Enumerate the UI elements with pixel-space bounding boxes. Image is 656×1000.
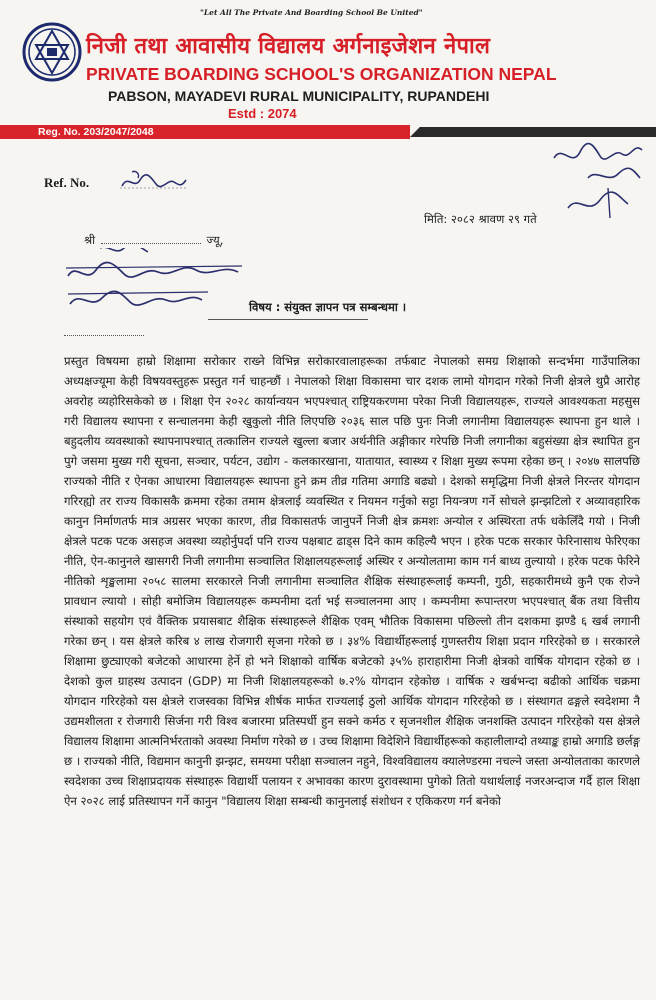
body-paragraph: प्रस्तुत विषयमा हाम्रो शिक्षामा सरोकार राख्ने विभिन्न सरोकारवालाहरूका तर्फबाट नेपालको समग्र शिक्षाको सन्दर्भमा गाउँपालिका अध्यक्षज्यूमा केही विषयवस्तुहरू प्रस्तुत गर्न चाहन्छौं । नेपालको शिक्षा विकासमा चार दशक लामो योगदान गरेको निजी क्षेत्रले थुप्रै आरोह अवरोह व्यहोरिसकेको छ । शिक्षा ऐन २०२८ कार्यान्वयन भएपश्चात् राष्ट्रियकरणमा परेका निजी विद्यालयहरू, राज्यले आवश्यकता महसुस गरी विद्यालय स्थापना र सन्चालनमा केही खुकुलो नीति लिएपछि २०३६ साल पछि पुनः निजी लगानीमा विद्यालयहरू स्थापना हुन थाले । बहुदलीय व्यवस्थाको स्थापनापश्चात् तत्कालिन राज्यले खुल्ला बजार अर्थनीति अङ्गीकार गरेपछि निजी लगानीका बहुसंख्या क्षेत्र स्थापित हुन पुगे जसमा मुख्य गरी सूचना, सञ्चार, पर्यटन, उद्योग - कलकारखाना, यातायात, स्वास्थ्य र शिक्षा मुख्य रूपमा रहेका छन् । २०४७ सालपछि राज्यको नीति र ऐनका आधारमा विद्यालयहरू स्थापना हुने क्रम तीव्र गतिमा अगाडि बढ्यो । देशको समृद्धिमा निजी क्षेत्रले निरन्तर योगदान गरिरह्यो तर राज्य विकासकै क्रममा रहेका तमाम क्षेत्रलाई व्यवस्थित र नियमन गर्नुको सट्टा नियन्त्रण गर्ने सोचले झन्झटिलो र अव्यावहारिक कानुन निर्माणतर्फ मात्र अग्रसर भएका कारण, तीव्र विकासतर्फ जानुपर्ने निजी क्षेत्र क्रमशः अन्योल र अस्थिरता तर्फ धकेलिँदै गयो । निजी क्षेत्रले पटक पटक असहज अवस्था व्यहोर्नुपर्दा पनि राज्य पक्षबाट ढाड्स दिने काम कहिल्यै भएन । हरेक पटक सरकार फेरिनासाथ फेरिएका नीति, ऐन-कानुनले खासगरी निजी लगानीमा सञ्चालित शिक्षालयहरूलाई अस्थिर र अन्योलतामा काम गर्न बाध्य तुल्यायो । हरेक पटक फेरिने नीतिको शृङ्खलामा २०५८ सालमा सरकारले निजी लगानीमा सञ्चालित शैक्षिक संस्थाहरूलाई कम्पनी, गुठी, सहकारीमध्ये कुनै एक रोज्ने प्रावधान ल्यायो । सोही बमोजिम विद्यालयहरू कम्पनीमा दर्ता भई सञ्चालनमा आए । कम्पनीमा रूपान्तरण भएपश्चात् बैंक तथा वित्तीय संस्थाको सहयोग एवं वैक्तिक प्रयासबाट शैक्षिक संस्थाहरूले शैक्षिक एवम् भौतिक विकासमा पछिल्लो तीन दशकमा झण्डै ६ खर्ब लगानी गरेका छन् । यस क्षेत्रले करिब ४ लाख रोजगारी सृजना गरेको छ । ३४% विद्यार्थीहरूलाई गुणस्तरीय शिक्षा प्रदान गरिरहेको छ । सरकारले शिक्षामा छुट्याएको बजेटको आधारमा हेर्ने हो भने शिक्षाको वार्षिक बजेटको ३५% हाराहारीमा निजी क्षेत्रको वार्षिक योगदान रहेको छ । देशको कुल ग्राहस्थ उत्पादन (GDP) मा निजी शिक्षालयहरूको ७.२% योगदान रहेकोछ । वार्षिक २ खर्बभन्दा बढीको आर्थिक चक्रमा योगदान गरिरहेको यस क्षेत्रले राजस्वका विभिन्न शीर्षक मार्फत राज्यलाई ठुलो आर्थिक योगदान गरिरहेको छ । संस्थागत ढङ्गले स्वदेशमा नै उद्यमशीलता र रोजगारी सिर्जना गरी विश्व बजारमा प्रतिस्पर्धी हुन सक्ने कर्मठ र सृजनशील शैक्षिक जनशक्ति उत्पादन गरिरहेको यस क्षेत्रले विद्यालय शिक्षामा आत्मनिर्भरताको अवस्था निर्माण गरेको छ । उच्च शिक्षामा विदेशिने विद्यार्थीहरूको कहालीलाग्दो तथ्याङ्क हाम्रो अगाडि छर्लङ्ग छ । राज्यको नीति, विद्यमान कानुनी झन्झट, समयमा परीक्षा सञ्चालन नहुने, विश्वविद्यालय क्यालेण्डरमा नचल्ने जस्ता अन्योलताका कारणले स्वदेशका उच्च शिक्षाप्रदायक संस्थाहरू विद्यार्थी पलायन र अभावका कारण दुरावस्थामा पुगेको तितो यथार्थलाई नजरअन्दाज गर्दै हाल शिक्षा ऐन २०२८ लाई प्रतिस्थापन गर्ने कानुन "विद्यालय शिक्षा सम्बन्धी कानुनलाई संशोधन र एकिकरण गर्न बनेको: [64, 354, 640, 808]
salutation-suffix: ज्यू,: [206, 233, 224, 247]
dotted-rule: [64, 335, 144, 336]
subject-underline: [208, 319, 368, 320]
org-name-english: PRIVATE BOARDING SCHOOL'S ORGANIZATION NEPAL: [86, 64, 557, 84]
salutation: [84, 233, 223, 248]
slogan: "Let All The Private And Boarding School Be United": [200, 8, 423, 17]
established-year: Estd : 2074: [228, 106, 297, 121]
org-address: PABSON, MAYADEVI RURAL MUNICIPALITY, RUPANDEHI: [108, 88, 490, 104]
letter-body: [64, 351, 640, 811]
letter-date: मिति: २०८२ श्रावण २९ गते: [424, 212, 537, 226]
salutation-prefix: श्री: [84, 233, 96, 247]
letter-subject: विषय : संयुक्त ज्ञापन पत्र सम्बन्धमा ।: [249, 300, 407, 314]
org-name-nepali: निजी तथा आवासीय विद्यालय अर्गनाइजेशन नेपाल: [86, 34, 491, 59]
header-band-dark: [410, 127, 656, 137]
reference-label: Ref. No.: [44, 175, 90, 190]
reference-number-handwriting: [118, 168, 188, 194]
signature-handwriting: [548, 138, 648, 228]
registration-number: Reg. No. 203/2047/2048: [38, 126, 154, 138]
seal-logo-icon: [22, 22, 82, 82]
